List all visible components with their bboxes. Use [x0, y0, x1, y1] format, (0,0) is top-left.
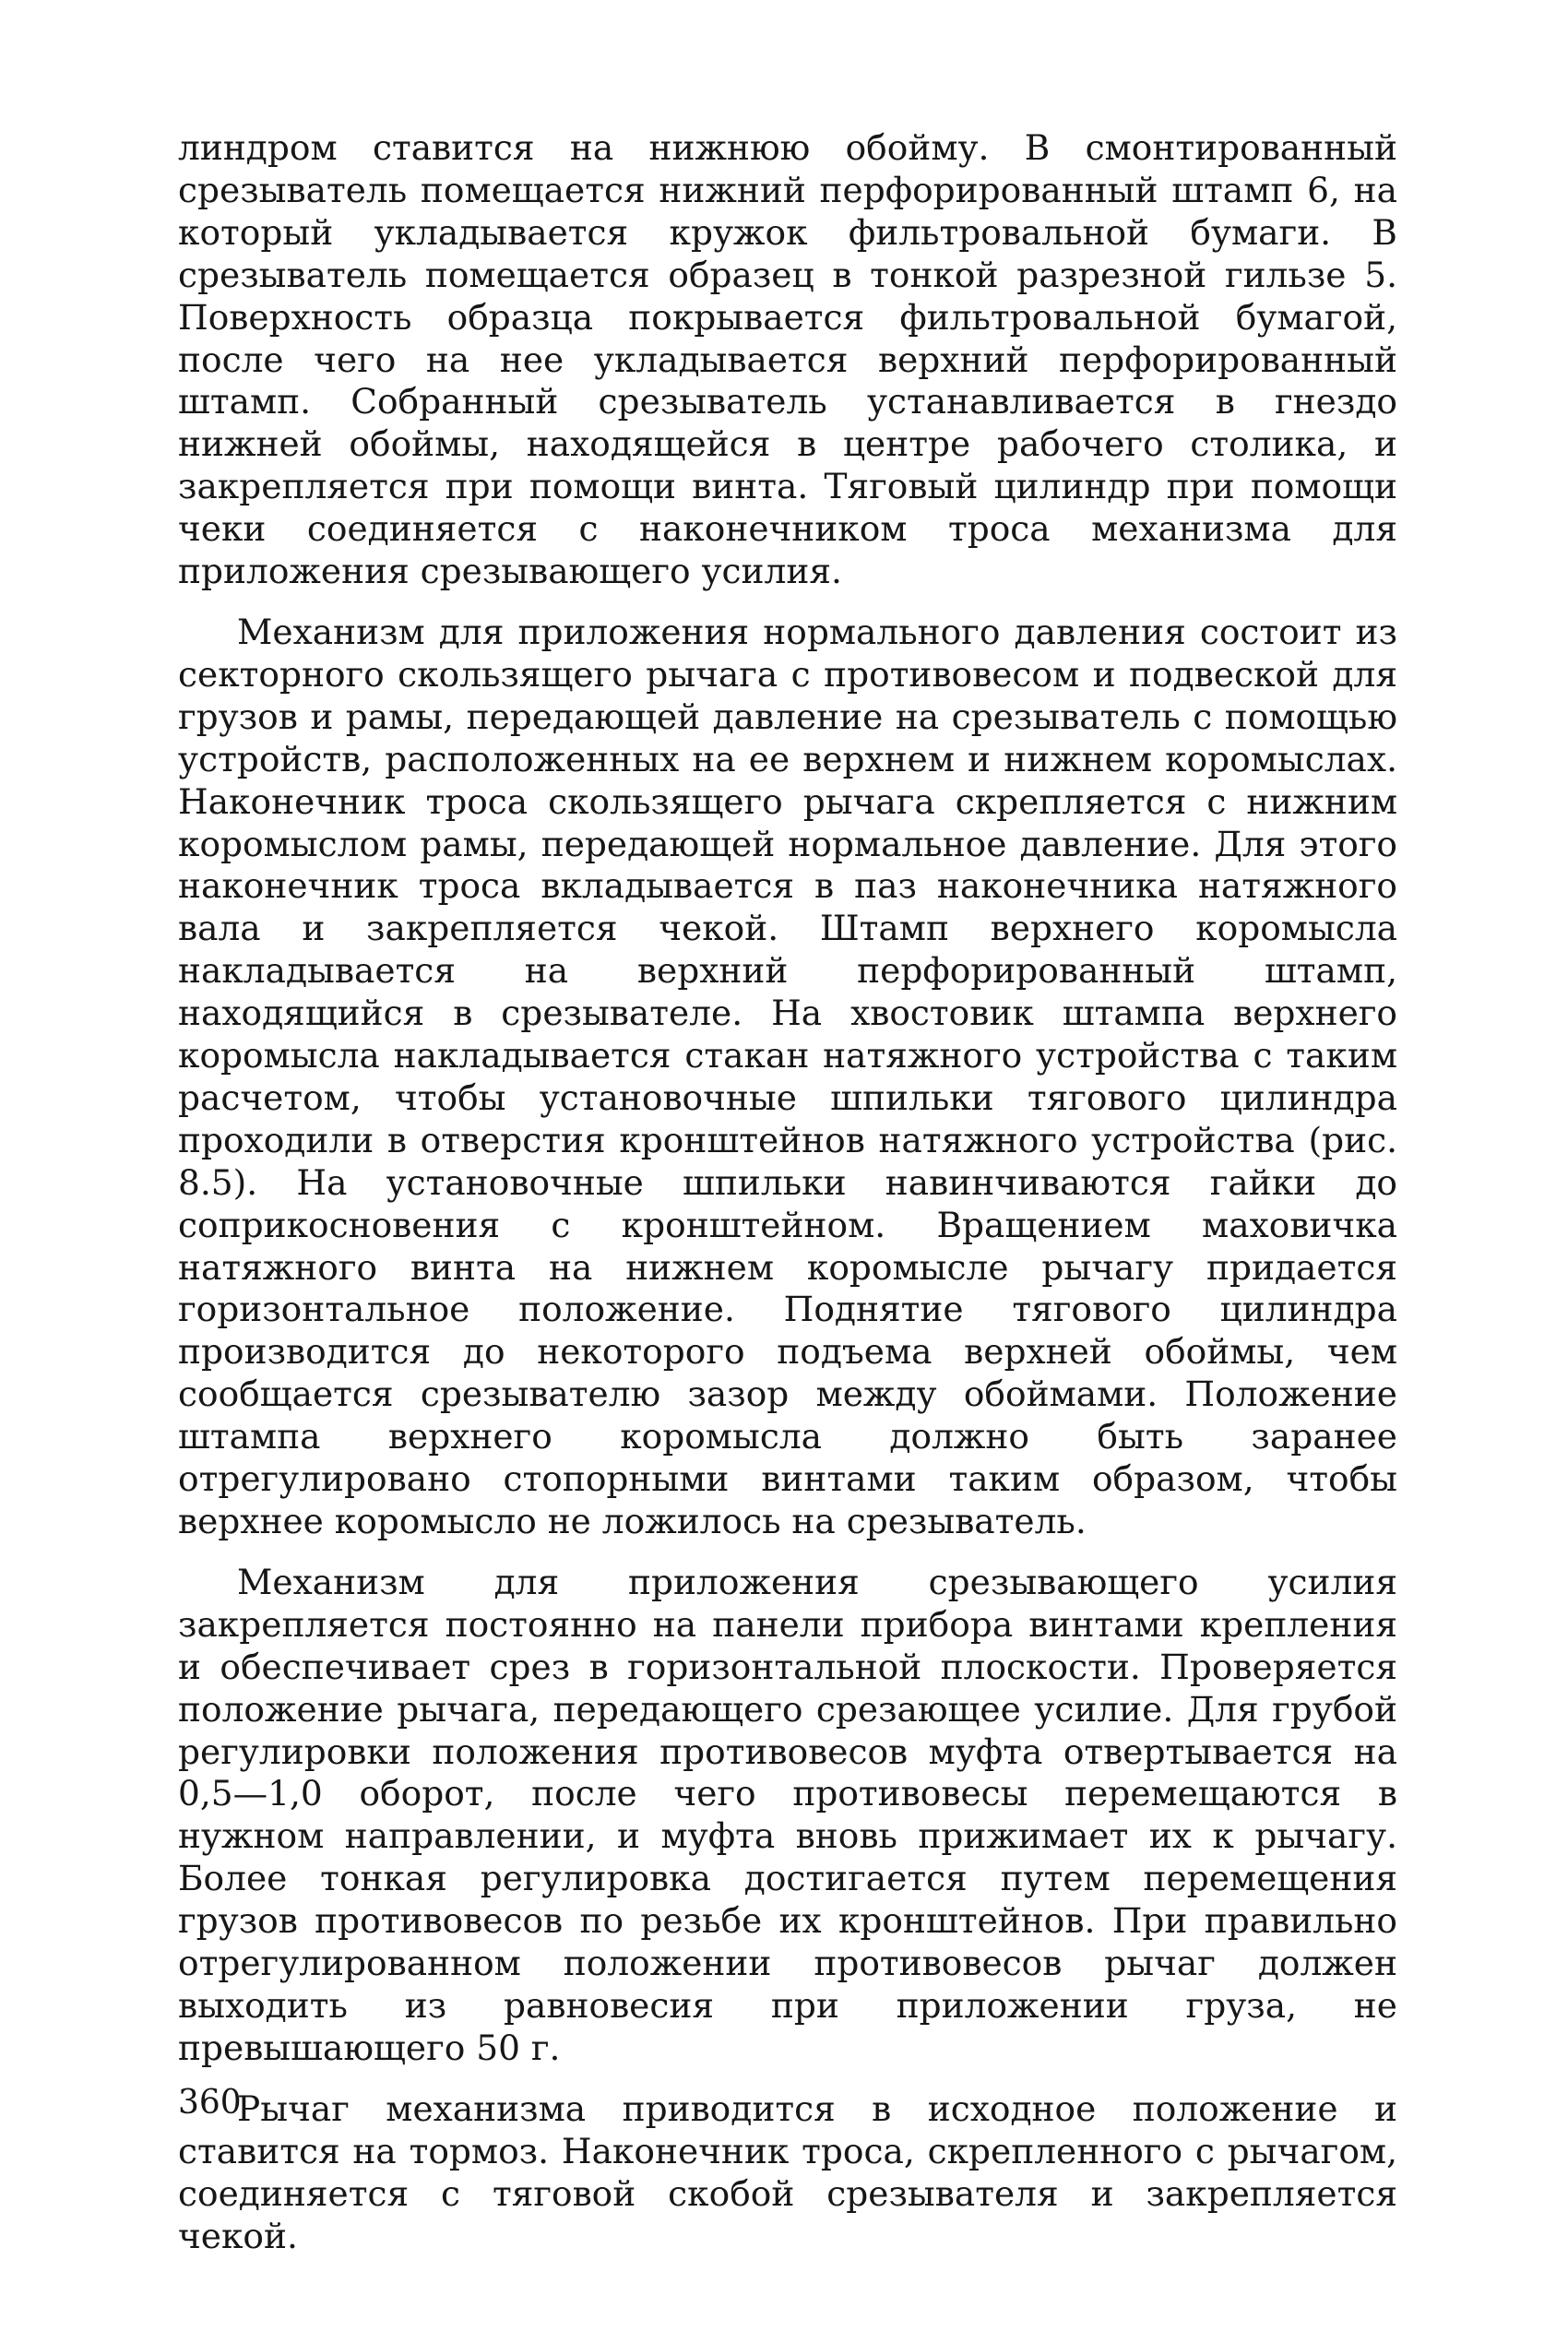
page-text-block [178, 127, 1397, 2257]
paragraph-continuation: линдром ставится на нижнюю обойму. В смонтированный срезыватель помещается нижний перфорированный штамп 6, на который укладывается кружок фильтровальной бумаги. В срезыватель помещается образец в тонкой разрезной гильзе 5. Поверхность образца покрывается фильтровальной бумагой, после чего на нее укладывается верхний перфорированный штамп. Собранный срезыватель устанавливается в гнездо нижней обоймы, находящейся в центре рабочего столика, и закрепляется при помощи винта. Тяговый цилиндр при помощи чеки соединяется с наконечником троса механизма для приложения срезывающего усилия. [178, 127, 1397, 592]
paragraph-normal-pressure-mechanism: Механизм для приложения нормального давления состоит из секторного скользящего рычага с противовесом и подвеской для грузов и рамы, передающей давление на срезыватель с помощью устройств, расположенных на ее верхнем и нижнем коромыслах. Наконечник троса скользящего рычага скрепляется с нижним коромыслом рамы, передающей нормальное давление. Для этого наконечник троса вкладывается в паз наконечника натяжного вала и закрепляется чекой. Штамп верхнего коромысла накладывается на верхний перфорированный штамп, находящийся в срезывателе. На хвостовик штампа верхнего коромысла накладывается стакан натяжного устройства с таким расчетом, чтобы установочные шпильки тягового цилиндра проходили в отверстия кронштейнов натяжного устройства (рис. 8.5). На установочные шпильки навинчиваются гайки до соприкосновения с кронштейном. Вращением маховичка натяжного винта на нижнем коромысле рычагу придается горизонтальное положение. Поднятие тягового цилиндра производится до некоторого подъема верхней обоймы, чем сообщается срезывателю зазор между обоймами. Положение штампа верхнего коромысла должно быть заранее отрегулировано стопорными винтами таким образом, чтобы верхнее коромысло не ложилось на срезыватель. [178, 611, 1397, 1541]
page-number: 360 [178, 2084, 242, 2122]
paragraph-shear-force-mechanism: Механизм для приложения срезывающего усилия закрепляется постоянно на панели прибора винтами крепления и обеспечивает срез в горизонтальной плоскости. Проверяется положение рычага, передающего срезающее усилие. Для грубой регулировки положения противовесов муфта отвертывается на 0,5—1,0 оборот, после чего противовесы перемещаются в нужном направлении, и муфта вновь прижимает их к рычагу. Более тонкая регулировка достигается путем перемещения грузов противовесов по резьбе их кронштейнов. При правильно отрегулированном положении противовесов рычаг должен выходить из равновесия при приложении груза, не превышающего 50 г. [178, 1561, 1397, 2068]
paragraph-lever-initial-position: Рычаг механизма приводится в исходное положение и ставится на тормоз. Наконечник троса, скрепленного с рычагом, соединяется с тяговой скобой срезывателя и закрепляется чекой. [178, 2087, 1397, 2256]
